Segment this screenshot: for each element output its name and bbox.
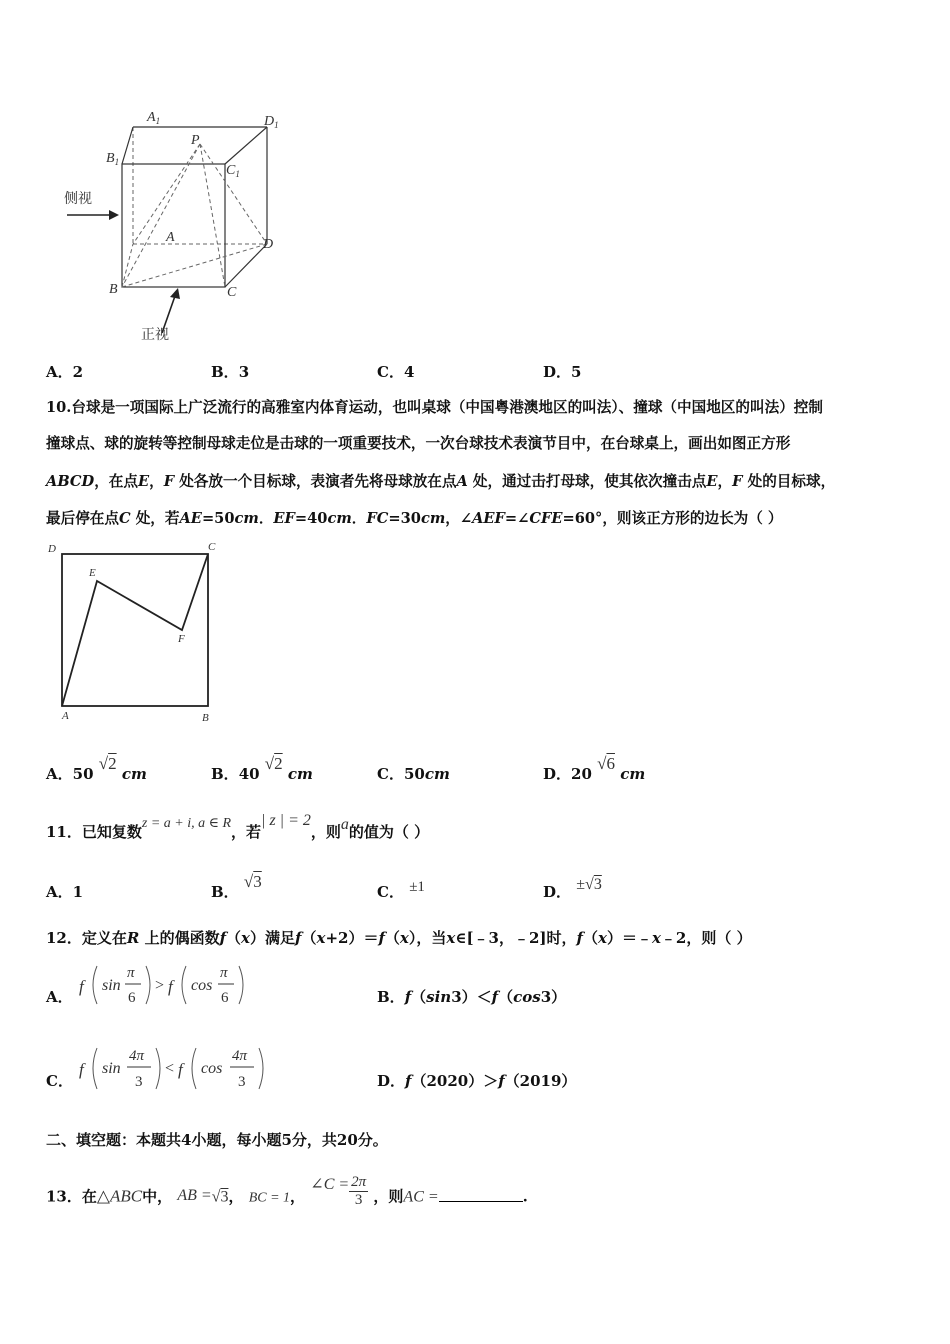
sq-label-f: F: [178, 633, 185, 645]
svg-text:sin: sin: [102, 1060, 121, 1077]
q10-line-3: ABCD，在点E，F 处各放一个目标球，表演者先将母球放在点A 处，通过击打母球，使其依次撞击点E，F 处的目标球，: [46, 473, 836, 490]
label-a: A: [166, 230, 175, 245]
q10-option-c[interactable]: C．50cm: [377, 765, 450, 783]
q11-option-a[interactable]: A．1: [46, 883, 84, 901]
svg-text:sin: sin: [102, 977, 121, 994]
svg-text:4π: 4π: [232, 1048, 248, 1064]
q9-option-a[interactable]: A．2: [46, 363, 84, 381]
svg-text:B1: $B_1$: [106, 151, 120, 167]
q11-option-c[interactable]: C． ±1: [377, 879, 425, 901]
svg-text:D1: $D_1$: [264, 114, 279, 130]
q11-stem: 11．已知复数z = a + i, a ∈ R，若| z | = 2，则a的值为（ ）: [46, 812, 430, 841]
svg-text:>: >: [155, 977, 165, 994]
q9-option-d[interactable]: D．5: [543, 363, 582, 381]
q12-option-a-formula: [75, 960, 255, 1010]
q9-option-b[interactable]: B．3: [211, 363, 250, 381]
svg-text:π: π: [220, 965, 228, 981]
sq-label-d: D: [48, 543, 56, 555]
label-p: P: [191, 133, 200, 148]
label-c1: C: [226, 163, 236, 178]
svg-text:3: 3: [238, 1074, 246, 1090]
label-d1: D: [264, 114, 275, 129]
q11-option-b[interactable]: B． √3: [211, 872, 262, 901]
svg-text:f: f: [178, 1060, 183, 1079]
svg-text:<: <: [165, 1060, 175, 1077]
q10-line-2: 撞球点、球的旋转等控制母球走位是击球的一项重要技术，一次台球技术表演节目中，在台球桌上，画出如图正方形: [46, 435, 791, 452]
svg-text:3: 3: [135, 1074, 143, 1090]
q12-option-c-letter[interactable]: C．: [46, 1072, 73, 1090]
cube-pyramid-figure: [55, 100, 295, 350]
sq-label-e: E: [89, 567, 96, 579]
q10-option-b[interactable]: B．40 √2 cm: [211, 754, 313, 783]
svg-text:f: f: [168, 977, 173, 996]
section-2-heading: 二、填空题：本题共4小题，每小题5分，共20分。: [46, 1131, 388, 1149]
q13-stem: 13．在△ABC中， AB =√3， BC = 1， ∠C = $\frac{2\pi}{3}$ ，则AC = .: [46, 1174, 528, 1208]
front-view-label: 正视: [141, 327, 169, 343]
svg-text:cos: cos: [191, 977, 213, 994]
svg-text:6: 6: [128, 990, 136, 1006]
q12-option-b[interactable]: B．f（sin3）＜f（cos3）: [377, 988, 567, 1006]
q11-option-d[interactable]: D． ±√3: [543, 876, 602, 901]
q10-line-1: 10.台球是一项国际上广泛流行的高雅室内体育运动，也叫桌球（中国粤港澳地区的叫法）、撞球（中国地区的叫法）控制: [46, 399, 823, 416]
label-a1: A: [147, 110, 156, 125]
sq-label-b: B: [202, 712, 209, 724]
label-b: B: [109, 282, 118, 297]
svg-text:4π: 4π: [129, 1048, 145, 1064]
svg-text:f: f: [79, 977, 84, 996]
label-c: C: [227, 285, 237, 300]
label-b1: B: [106, 151, 115, 166]
square-abcd-figure: [40, 538, 230, 728]
label-d: D: [263, 237, 274, 252]
sq-label-c: C: [208, 541, 216, 553]
svg-text:π: π: [127, 965, 135, 981]
svg-text:f: f: [79, 1060, 84, 1079]
sq-label-a: A: [62, 710, 69, 722]
q10-option-d[interactable]: D．20 √6 cm: [543, 754, 646, 783]
svg-text:6: 6: [221, 990, 229, 1006]
svg-text:C1: $C_1$: [226, 163, 240, 179]
svg-text:A1: $A_1$: [147, 110, 161, 126]
side-view-label: 侧视: [64, 191, 92, 207]
q10-option-a[interactable]: A．50 √2 cm: [46, 754, 147, 783]
q9-option-c[interactable]: C．4: [377, 363, 415, 381]
q12-option-d[interactable]: D．f（2020）＞f（2019）: [377, 1072, 577, 1090]
q10-line-4: 最后停在点C 处，若AE=50cm．EF=40cm．FC=30cm，∠AEF=∠CFE=60°，则该正方形的边长为（ ）: [46, 510, 783, 527]
q12-option-c-formula: [75, 1043, 275, 1093]
q12-option-a-letter[interactable]: A．: [46, 988, 73, 1006]
q12-stem: 12．定义在R 上的偶函数f（x）满足f（x+2）＝f（x），当x∈[﹣3，﹣2]时，f（x）＝﹣x﹣2，则（ ）: [46, 929, 752, 947]
q13-answer-blank[interactable]: [439, 1187, 523, 1202]
svg-text:cos: cos: [201, 1060, 223, 1077]
